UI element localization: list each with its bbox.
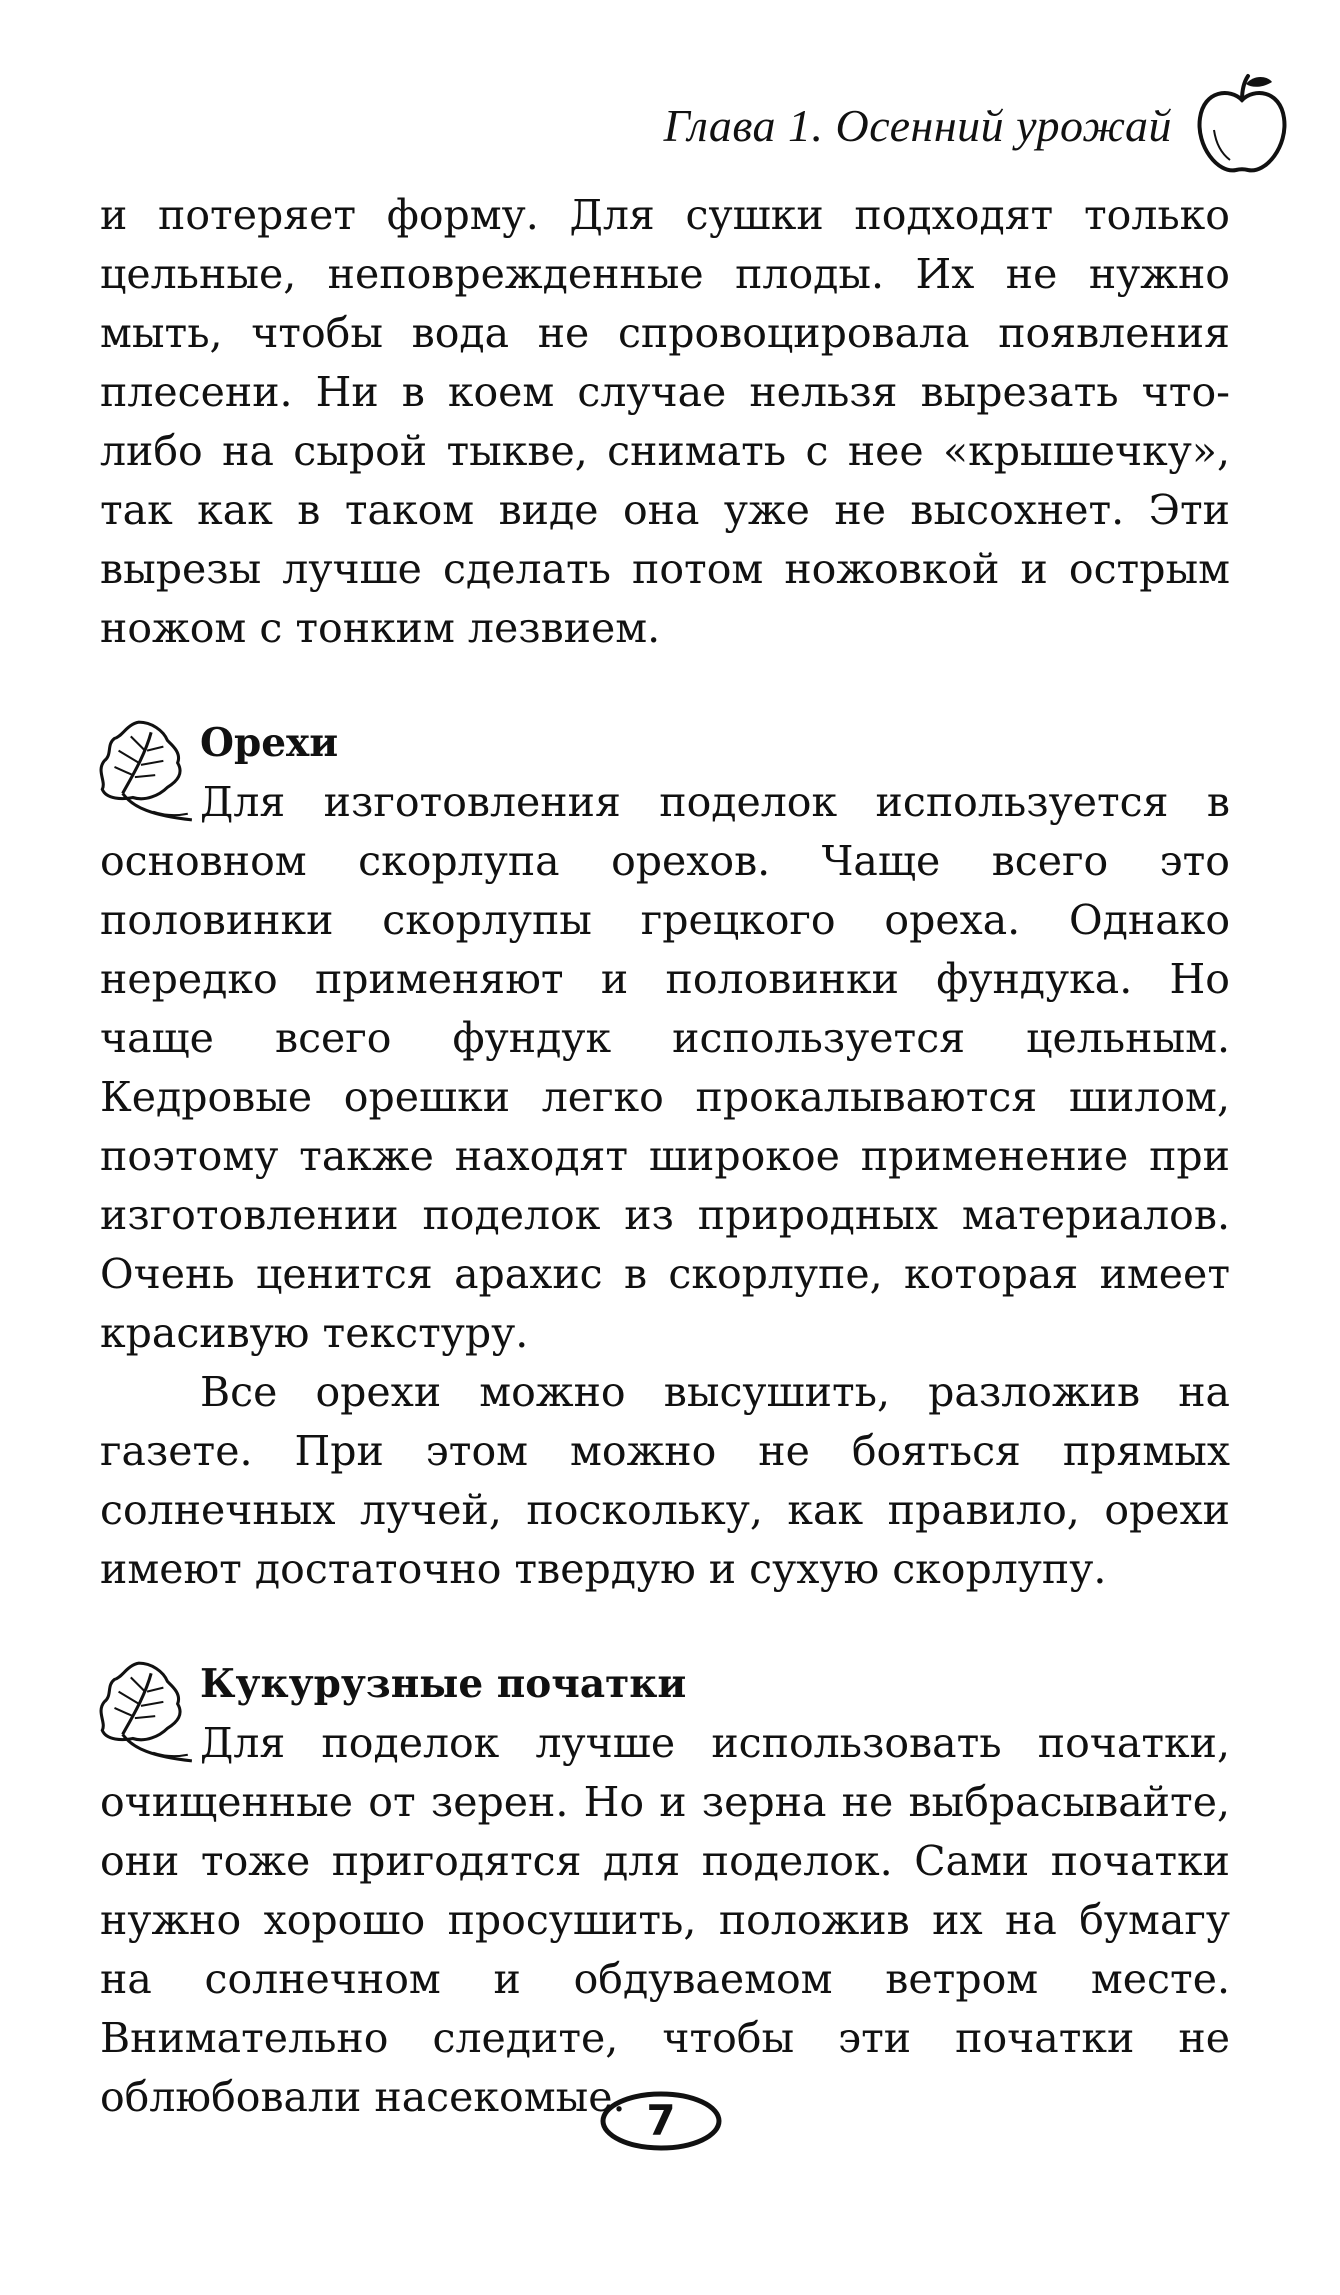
section-nuts [100, 714, 1230, 1599]
section-title-corn-cobs: Кукурузные початки [200, 1661, 687, 1707]
apple-icon [1192, 70, 1292, 180]
running-header [664, 70, 1292, 180]
chapter-title: Глава 1. Осенний урожай [663, 99, 1172, 151]
page-number-text: 7 [646, 2096, 676, 2145]
leaf-icon [92, 1655, 194, 1767]
intro-paragraph: и потеряет форму. Для сушки подходят только цельные, неповрежденные плоды. Их не нужно мыть, чтобы вода не спровоцировала появления плесени. Ни в коем случае нельзя вырезать что-либо на сырой тыкве, снимать с нее «крышечку», так как в таком виде она уже не высохнет. Эти вырезы лучше сделать потом ножовкой и острым ножом с тонким лезвием. [100, 191, 1230, 652]
section-paragraph: Для поделок лучше использовать початки, очищенные от зерен. Но и зерна не выбрасывайте, они тоже пригодятся для поделок. Сами початки нужно хорошо просушить, положив их на бумагу на солнечном и обдуваемом ветром месте. Внимательно следите, чтобы эти початки не облюбовали насекомые. [100, 1719, 1230, 2121]
section-title-nuts: Орехи [200, 720, 339, 766]
section-corn-cobs [100, 1655, 1230, 2127]
leaf-icon [92, 714, 194, 826]
page-content [100, 186, 1230, 2127]
section-paragraph: Для изготовления поделок используется в основном скорлупа орехов. Чаще всего это половинки скорлупы грецкого ореха. Однако нередко применяют и половинки фундука. Но чаще всего фундук используется цельным. Кедровые орешки легко прокалываются шилом, поэтому также находят широкое применение при изготовлении поделок из природных материалов. Очень ценится арахис в скорлупе, которая имеет красивую текстуру. [100, 778, 1230, 1357]
section-paragraph: Все орехи можно высушить, разложив на газете. При этом можно не бояться прямых солнечных лучей, поскольку, как правило, орехи имеют достаточно твердую и сухую скорлупу. [100, 1368, 1230, 1593]
page-number [598, 2088, 724, 2154]
